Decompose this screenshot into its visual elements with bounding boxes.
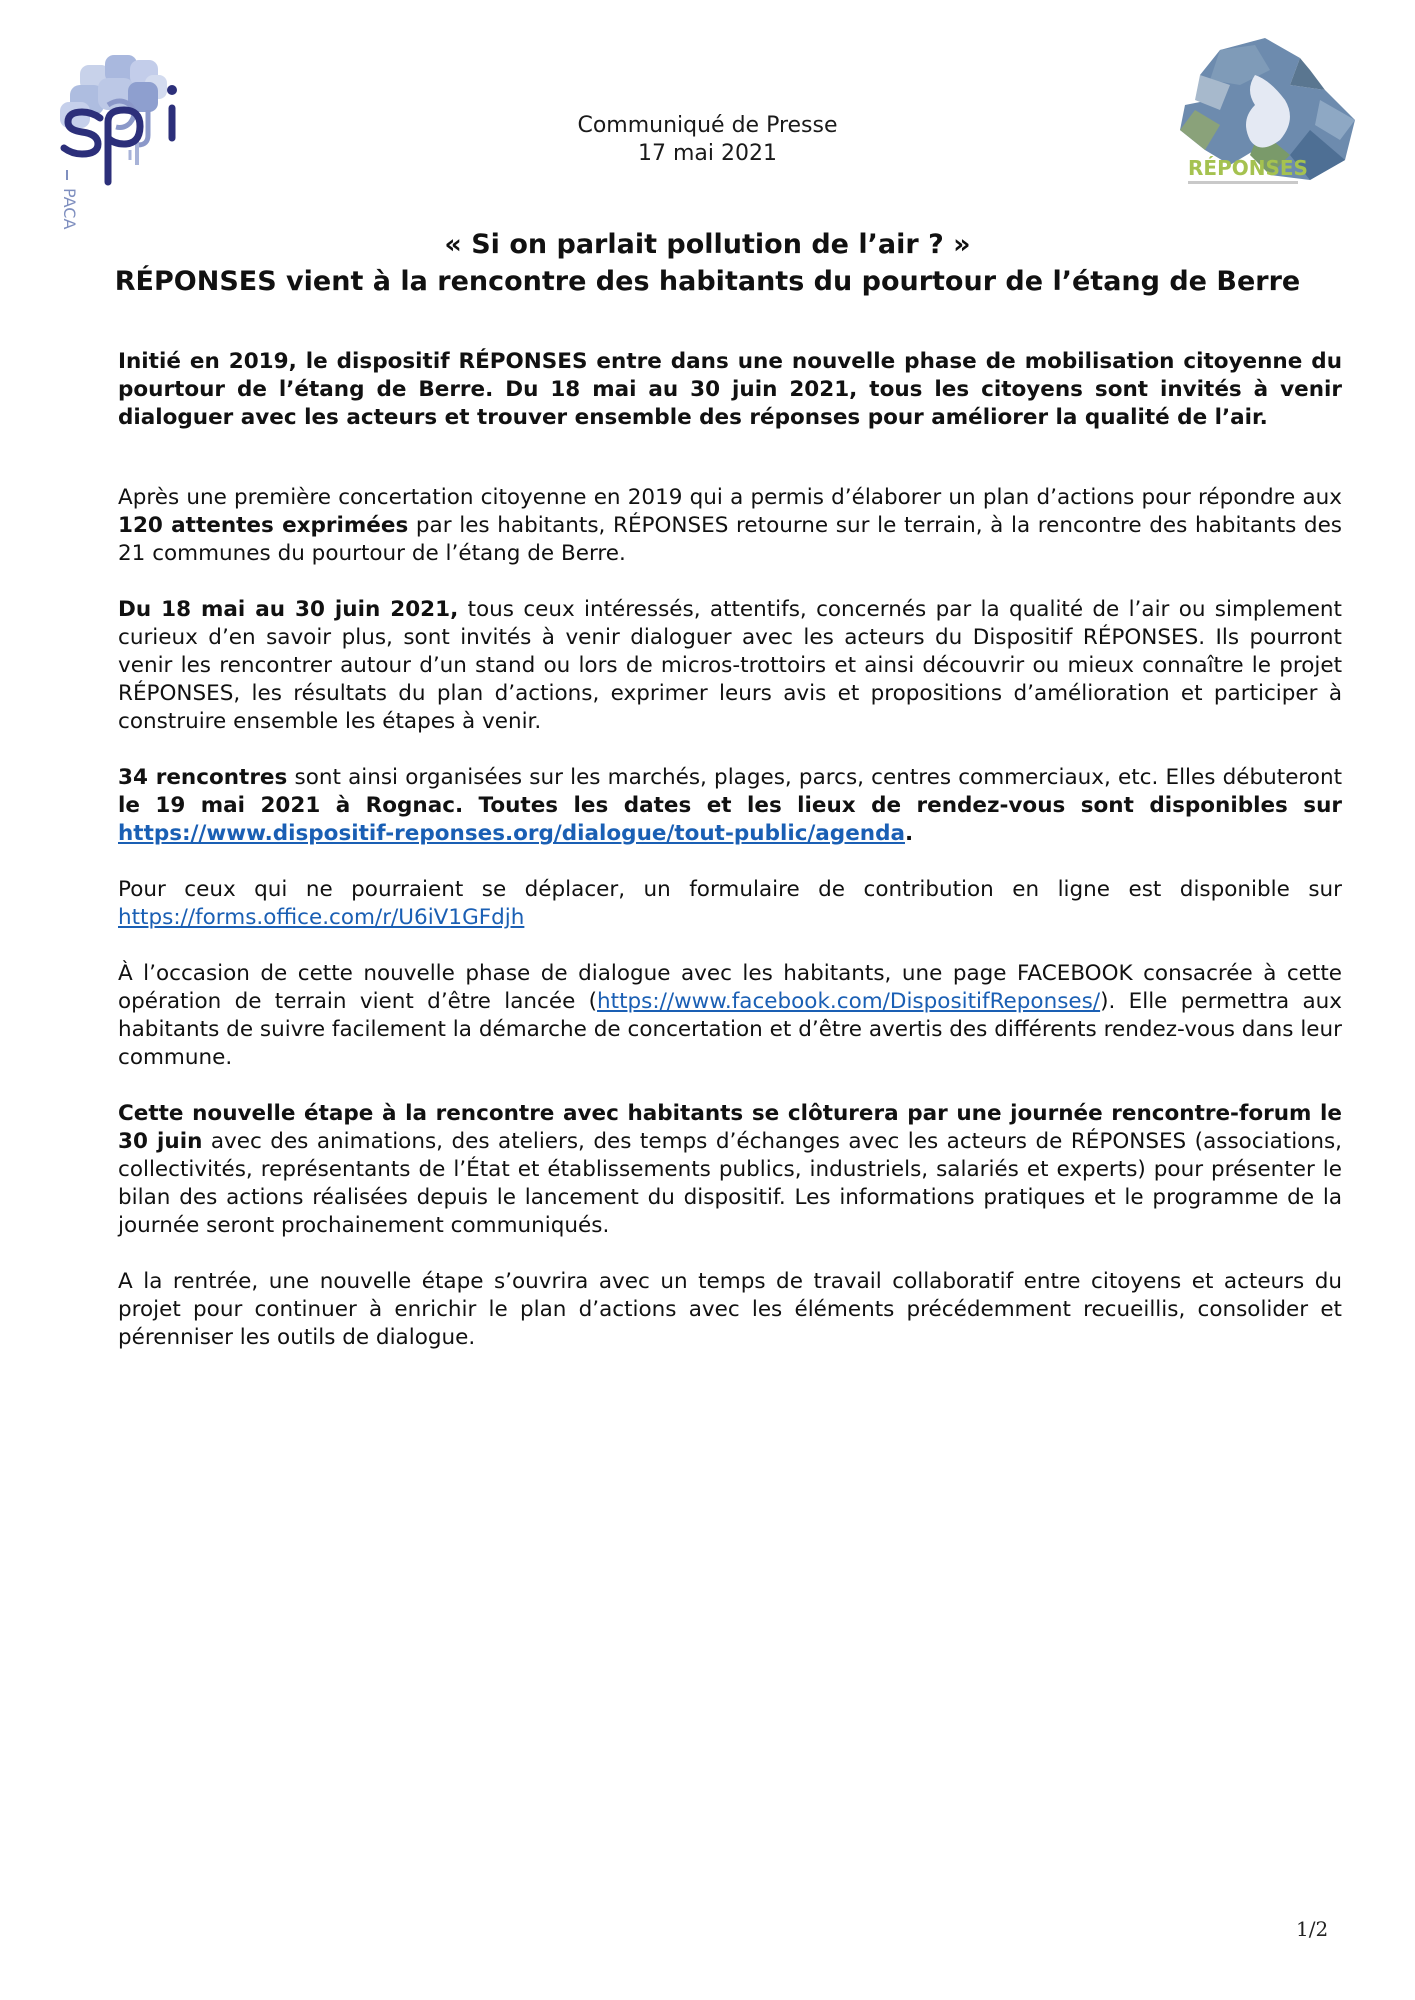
p1-bold: 120 attentes exprimées	[118, 513, 409, 538]
p5-text: À l’occasion de cette nouvelle phase de dialogue avec les habitants, une page FACEBOOK consacrée à cette opération de terrain vient d’être lancée (	[118, 961, 1342, 1014]
p6-text: avec des animations, des ateliers, des temps d’échanges avec les acteurs de RÉPONSES (associations, collectivités, représentants de l’État et établissements publics, industriels, salariés et experts) pour présenter le bilan des actions réalisées depuis le lancement du dispositif. Les informations pratiques et le programme de la journée seront prochainement communiqués.	[118, 1129, 1342, 1238]
paragraph-4	[118, 876, 1342, 932]
intro-paragraph: Initié en 2019, le dispositif RÉPONSES entre dans une nouvelle phase de mobilisation citoyenne du pourtour de l’étang de Berre. Du 18 mai au 30 juin 2021, tous les citoyens sont invités à venir dialoguer avec les acteurs et trouver ensemble des réponses pour améliorer la qualité de l’air.	[118, 349, 1342, 430]
facebook-link[interactable]: https://www.facebook.com/DispositifReponses/	[597, 989, 1101, 1014]
doc-type: Communiqué de Presse	[577, 113, 838, 138]
p3-bold-2-text: le 19 mai 2021 à Rognac. Toutes les dates et les lieux de rendez-vous sont disponibles sur	[118, 793, 1342, 818]
paragraph-6	[118, 1100, 1342, 1240]
p1-text: Après une première concertation citoyenne en 2019 qui a permis d’élaborer un plan d’actions pour répondre aux	[118, 485, 1342, 510]
p3-bold-2	[118, 793, 1342, 846]
press-release-title	[0, 226, 1415, 300]
agenda-link[interactable]: https://www.dispositif-reponses.org/dialogue/tout-public/agenda	[118, 821, 905, 846]
page-number: 1/2	[1296, 1917, 1329, 1941]
doc-date: 17 mai 2021	[638, 141, 777, 166]
p5-text-end: ). Elle permettra aux habitants de suivre facilement la démarche de concertation et d’être avertis des différents rendez-vous dans leur commune.	[118, 989, 1343, 1070]
p4-text: Pour ceux qui ne pourraient se déplacer, un formulaire de contribution en ligne est disponible sur	[118, 877, 1342, 902]
paragraph-7: A la rentrée, une nouvelle étape s’ouvrira avec un temps de travail collaboratif entre citoyens et acteurs du projet pour continuer à enrichir le plan d’actions avec les éléments précédemment recueillis, consolider et pérenniser les outils de dialogue.	[118, 1269, 1342, 1350]
p3-bold-1: 34 rencontres	[118, 765, 288, 790]
p1-text-end: par les habitants, RÉPONSES retourne sur le terrain, à la rencontre des habitants des 21 communes du pourtour de l’étang de Berre.	[118, 513, 1342, 566]
p6-bold: Cette nouvelle étape à la rencontre avec habitants se clôturera par une journée rencontre-forum le 30 juin	[118, 1101, 1342, 1154]
paragraph-3	[118, 764, 1342, 848]
title-line-1: « Si on parlait pollution de l’air ? »	[444, 229, 971, 260]
paragraph-5	[118, 960, 1342, 1072]
reponses-logo-text: RÉPONSES	[1188, 156, 1308, 180]
p2-text: tous ceux intéressés, attentifs, concernés par la qualité de l’air ou simplement curieux d’en savoir plus, sont invités à venir dialoguer avec les acteurs du Dispositif RÉPONSES. Ils pourront venir les rencontrer autour d’un stand ou lors de micros-trottoirs et ainsi découvrir ou mieux connaître le projet RÉPONSES, les résultats du plan d’actions, exprimer leurs avis et propositions d’amélioration et participer à construire ensemble les étapes à venir.	[118, 597, 1342, 734]
document-header	[0, 112, 1415, 168]
forms-link[interactable]: https://forms.office.com/r/U6iV1GFdjh	[118, 905, 525, 930]
paragraph-2	[118, 596, 1342, 736]
p2-bold: Du 18 mai au 30 juin 2021,	[118, 597, 459, 622]
paragraph-1	[118, 484, 1342, 568]
title-line-2: RÉPONSES vient à la rencontre des habitants du pourtour de l’étang de Berre	[114, 266, 1301, 297]
paca-logo-text: PACA	[60, 188, 79, 230]
p3-end: .	[904, 821, 914, 846]
document-body	[118, 348, 1342, 1352]
p3-text: sont ainsi organisées sur les marchés, plages, parcs, centres commerciaux, etc. Elles débuteront	[287, 765, 1342, 790]
